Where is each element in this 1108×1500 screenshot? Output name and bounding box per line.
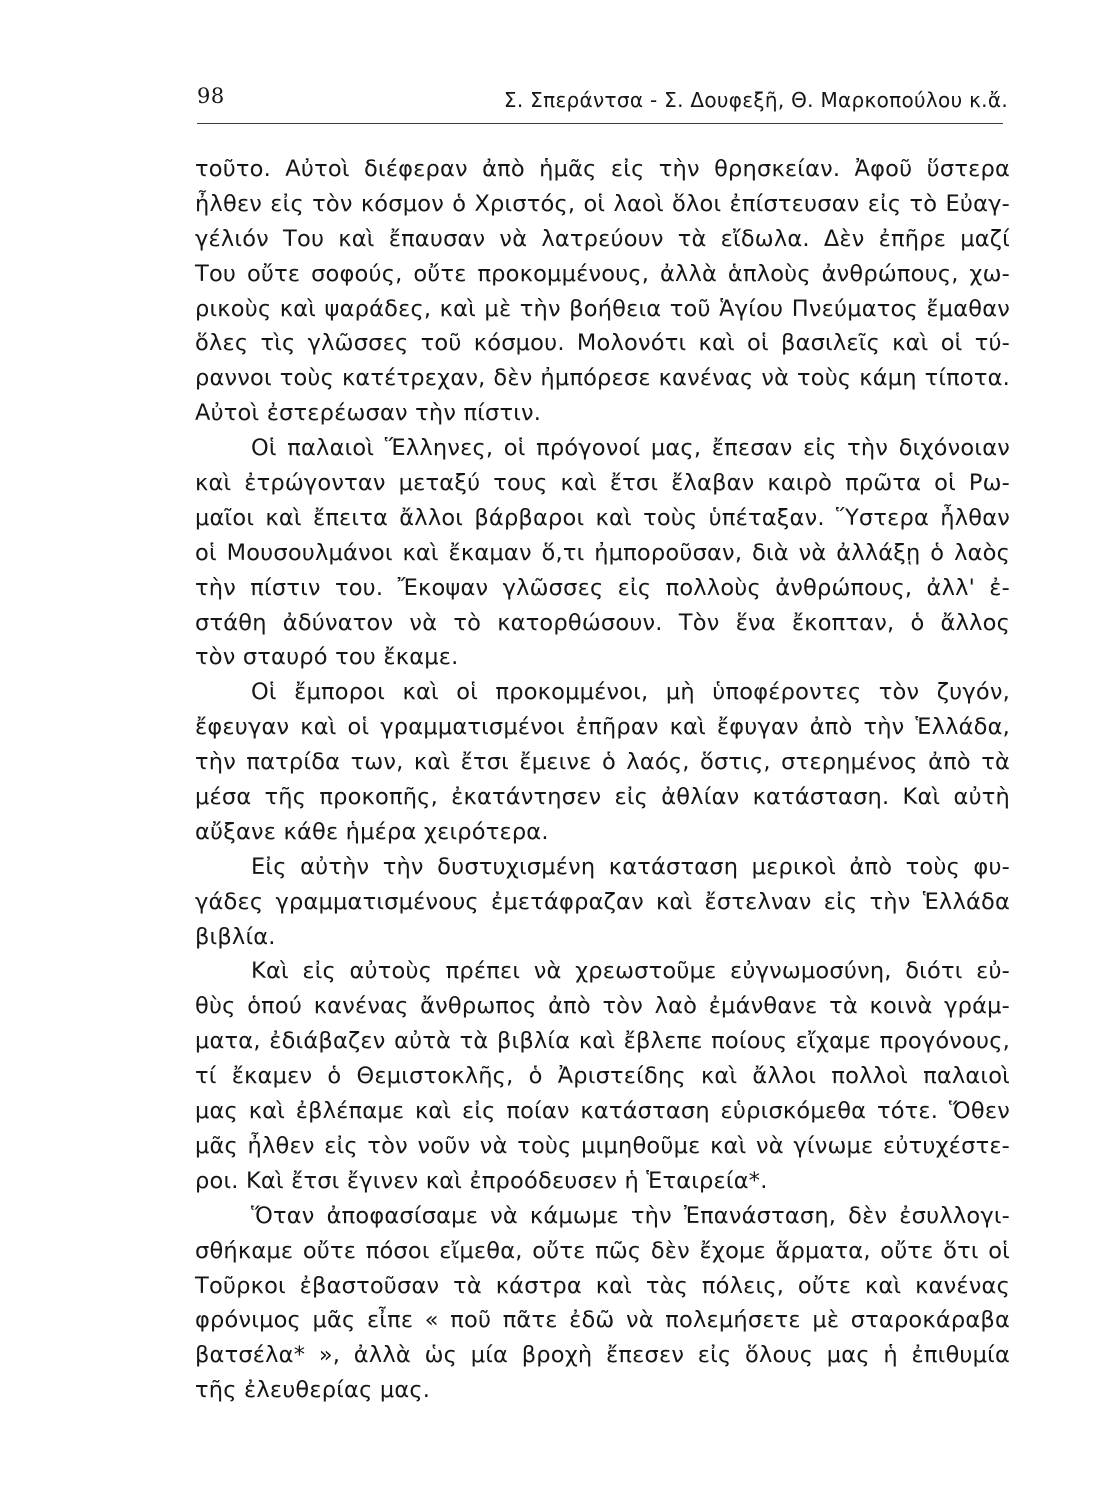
paragraph-first-line: Εἰς αὐτὴν τὴν δυστυχισμένη κατάσταση μερικοὶ ἀπὸ τοὺς φυ- xyxy=(251,853,1010,880)
text-line: στάθη ἀδύνατον νὰ τὸ κατορθώσουν. Τὸν ἕνα ἔκοπταν, ὁ ἄλλος xyxy=(195,609,1010,636)
text-line: ἦλθεν εἰς τὸν κόσμον ὁ Χριστός, οἱ λαοὶ ὅλοι ἐπίστευσαν εἰς τὸ Εὐαγ- xyxy=(195,190,1010,217)
text-line: τὸν σταυρό του ἔκαμε. xyxy=(195,644,459,671)
text-line: ματα, ἐδιάβαζεν αὐτὰ τὰ βιβλία καὶ ἔβλεπε ποίους εἴχαμε προγόνους, xyxy=(195,1028,1010,1055)
text-line: φρόνιμος μᾶς εἶπε « ποῦ πᾶτε ἐδῶ νὰ πολεμήσετε μὲ σταροκάραβα xyxy=(195,1307,1010,1334)
paragraph-first-line: Ὅταν ἀποφασίσαμε νὰ κάμωμε τὴν Ἐπανάσταση, δὲν ἐσυλλογι- xyxy=(251,1202,1010,1229)
text-line: τῆς ἐλευθερίας μας. xyxy=(195,1377,431,1404)
text-line: γέλιόν Του καὶ ἔπαυσαν νὰ λατρεύουν τὰ εἴδωλα. Δὲν ἐπῆρε μαζί xyxy=(195,225,1010,252)
text-line: τοῦτο. Αὐτοὶ διέφεραν ἀπὸ ἡμᾶς εἰς τὴν θρησκείαν. Ἀφοῦ ὕστερα xyxy=(195,156,1010,182)
text-line: τί ἔκαμεν ὁ Θεμιστοκλῆς, ὁ Ἀριστείδης καὶ ἄλλοι πολλοὶ παλαιοὶ xyxy=(195,1063,1010,1090)
text-line: Τοῦρκοι ἐβαστοῦσαν τὰ κάστρα καὶ τὰς πόλεις, οὔτε καὶ κανένας xyxy=(195,1272,1010,1299)
page-number: 98 xyxy=(197,84,225,108)
header-rule xyxy=(197,123,1003,124)
text-line: ροι. Καὶ ἔτσι ἔγινεν καὶ ἐπροόδευσεν ἡ Ἑταιρεία*. xyxy=(195,1167,768,1194)
text-line: οἱ Μουσουλμάνοι καὶ ἔκαμαν ὅ,τι ἠμποροῦσαν, διὰ νὰ ἀλλάξῃ ὁ λαὸς xyxy=(195,539,1010,566)
text-line: βιβλία. xyxy=(195,923,276,950)
running-head: Σ. Σπεράντσα - Σ. Δουφεξῆ, Θ. Μαρκοπούλου κ.ἄ. xyxy=(503,88,1008,112)
text-line: ὅλες τὶς γλῶσσες τοῦ κόσμου. Μολονότι καὶ οἱ βασιλεῖς καὶ οἱ τύ- xyxy=(195,330,1010,357)
text-line: μέσα τῆς προκοπῆς, ἐκατάντησεν εἰς ἀθλίαν κατάσταση. Καὶ αὐτὴ xyxy=(195,784,1010,811)
text-line: βατσέλα* », ἀλλὰ ὡς μία βροχὴ ἔπεσεν εἰς ὅλους μας ἡ ἐπιθυμία xyxy=(195,1342,1010,1369)
text-line: ἔφευγαν καὶ οἱ γραμματισμένοι ἐπῆραν καὶ ἔφυγαν ἀπὸ τὴν Ἑλλάδα, xyxy=(195,714,1010,741)
paragraph-first-line: Οἱ παλαιοὶ Ἕλληνες, οἱ πρόγονοί μας, ἔπεσαν εἰς τὴν διχόνοιαν xyxy=(251,435,1010,462)
text-line: ρικοὺς καὶ ψαράδες, καὶ μὲ τὴν βοήθεια τοῦ Ἁγίου Πνεύματος ἔμαθαν xyxy=(195,295,1010,322)
text-line: αὔξανε κάθε ἡμέρα χειρότερα. xyxy=(195,818,549,845)
text-line: μας καὶ ἐβλέπαμε καὶ εἰς ποίαν κατάσταση εὑρισκόμεθα τότε. Ὅθεν xyxy=(195,1098,1010,1125)
text-line: τὴν πίστιν του. Ἔκοψαν γλῶσσες εἰς πολλοὺς ἀνθρώπους, ἀλλ' ἐ- xyxy=(195,574,1010,601)
paragraph-first-line: Οἱ ἔμποροι καὶ οἱ προκομμένοι, μὴ ὑποφέροντες τὸν ζυγόν, xyxy=(251,679,1010,706)
text-line: ραννοι τοὺς κατέτρεχαν, δὲν ἠμπόρεσε κανένας νὰ τοὺς κάμη τίποτα. xyxy=(195,365,1010,392)
text-line: τὴν πατρίδα των, καὶ ἔτσι ἔμεινε ὁ λαός, ὅστις, στερημένος ἀπὸ τὰ xyxy=(195,749,1010,776)
text-line: γάδες γραμματισμένους ἐμετάφραζαν καὶ ἔστελναν εἰς τὴν Ἑλλάδα xyxy=(195,888,1010,915)
text-line: καὶ ἐτρώγονταν μεταξύ τους καὶ ἔτσι ἔλαβαν καιρὸ πρῶτα οἱ Ρω- xyxy=(195,470,1010,497)
text-line: θὺς ὁπού κανένας ἄνθρωπος ἀπὸ τὸν λαὸ ἐμάνθανε τὰ κοινὰ γράμ- xyxy=(195,993,1010,1020)
text-line: μαῖοι καὶ ἔπειτα ἄλλοι βάρβαροι καὶ τοὺς ὑπέταξαν. Ὕστερα ἦλθαν xyxy=(195,504,1010,531)
text-line: σθήκαμε οὔτε πόσοι εἴμεθα, οὔτε πῶς δὲν ἔχομε ἅρματα, οὔτε ὅτι οἱ xyxy=(195,1237,1010,1264)
body-text xyxy=(195,152,1010,1408)
text-line: Του οὔτε σοφούς, οὔτε προκομμένους, ἀλλὰ ἁπλοὺς ἀνθρώπους, χω- xyxy=(195,260,1010,287)
text-line: μᾶς ἦλθεν εἰς τὸν νοῦν νὰ τοὺς μιμηθοῦμε καὶ νὰ γίνωμε εὐτυχέστε- xyxy=(195,1132,1010,1159)
paragraph-first-line: Καὶ εἰς αὐτοὺς πρέπει νὰ χρεωστοῦμε εὐγνωμοσύνη, διότι εὐ- xyxy=(251,958,1010,985)
text-line: Αὐτοὶ ἐστερέωσαν τὴν πίστιν. xyxy=(195,400,542,427)
